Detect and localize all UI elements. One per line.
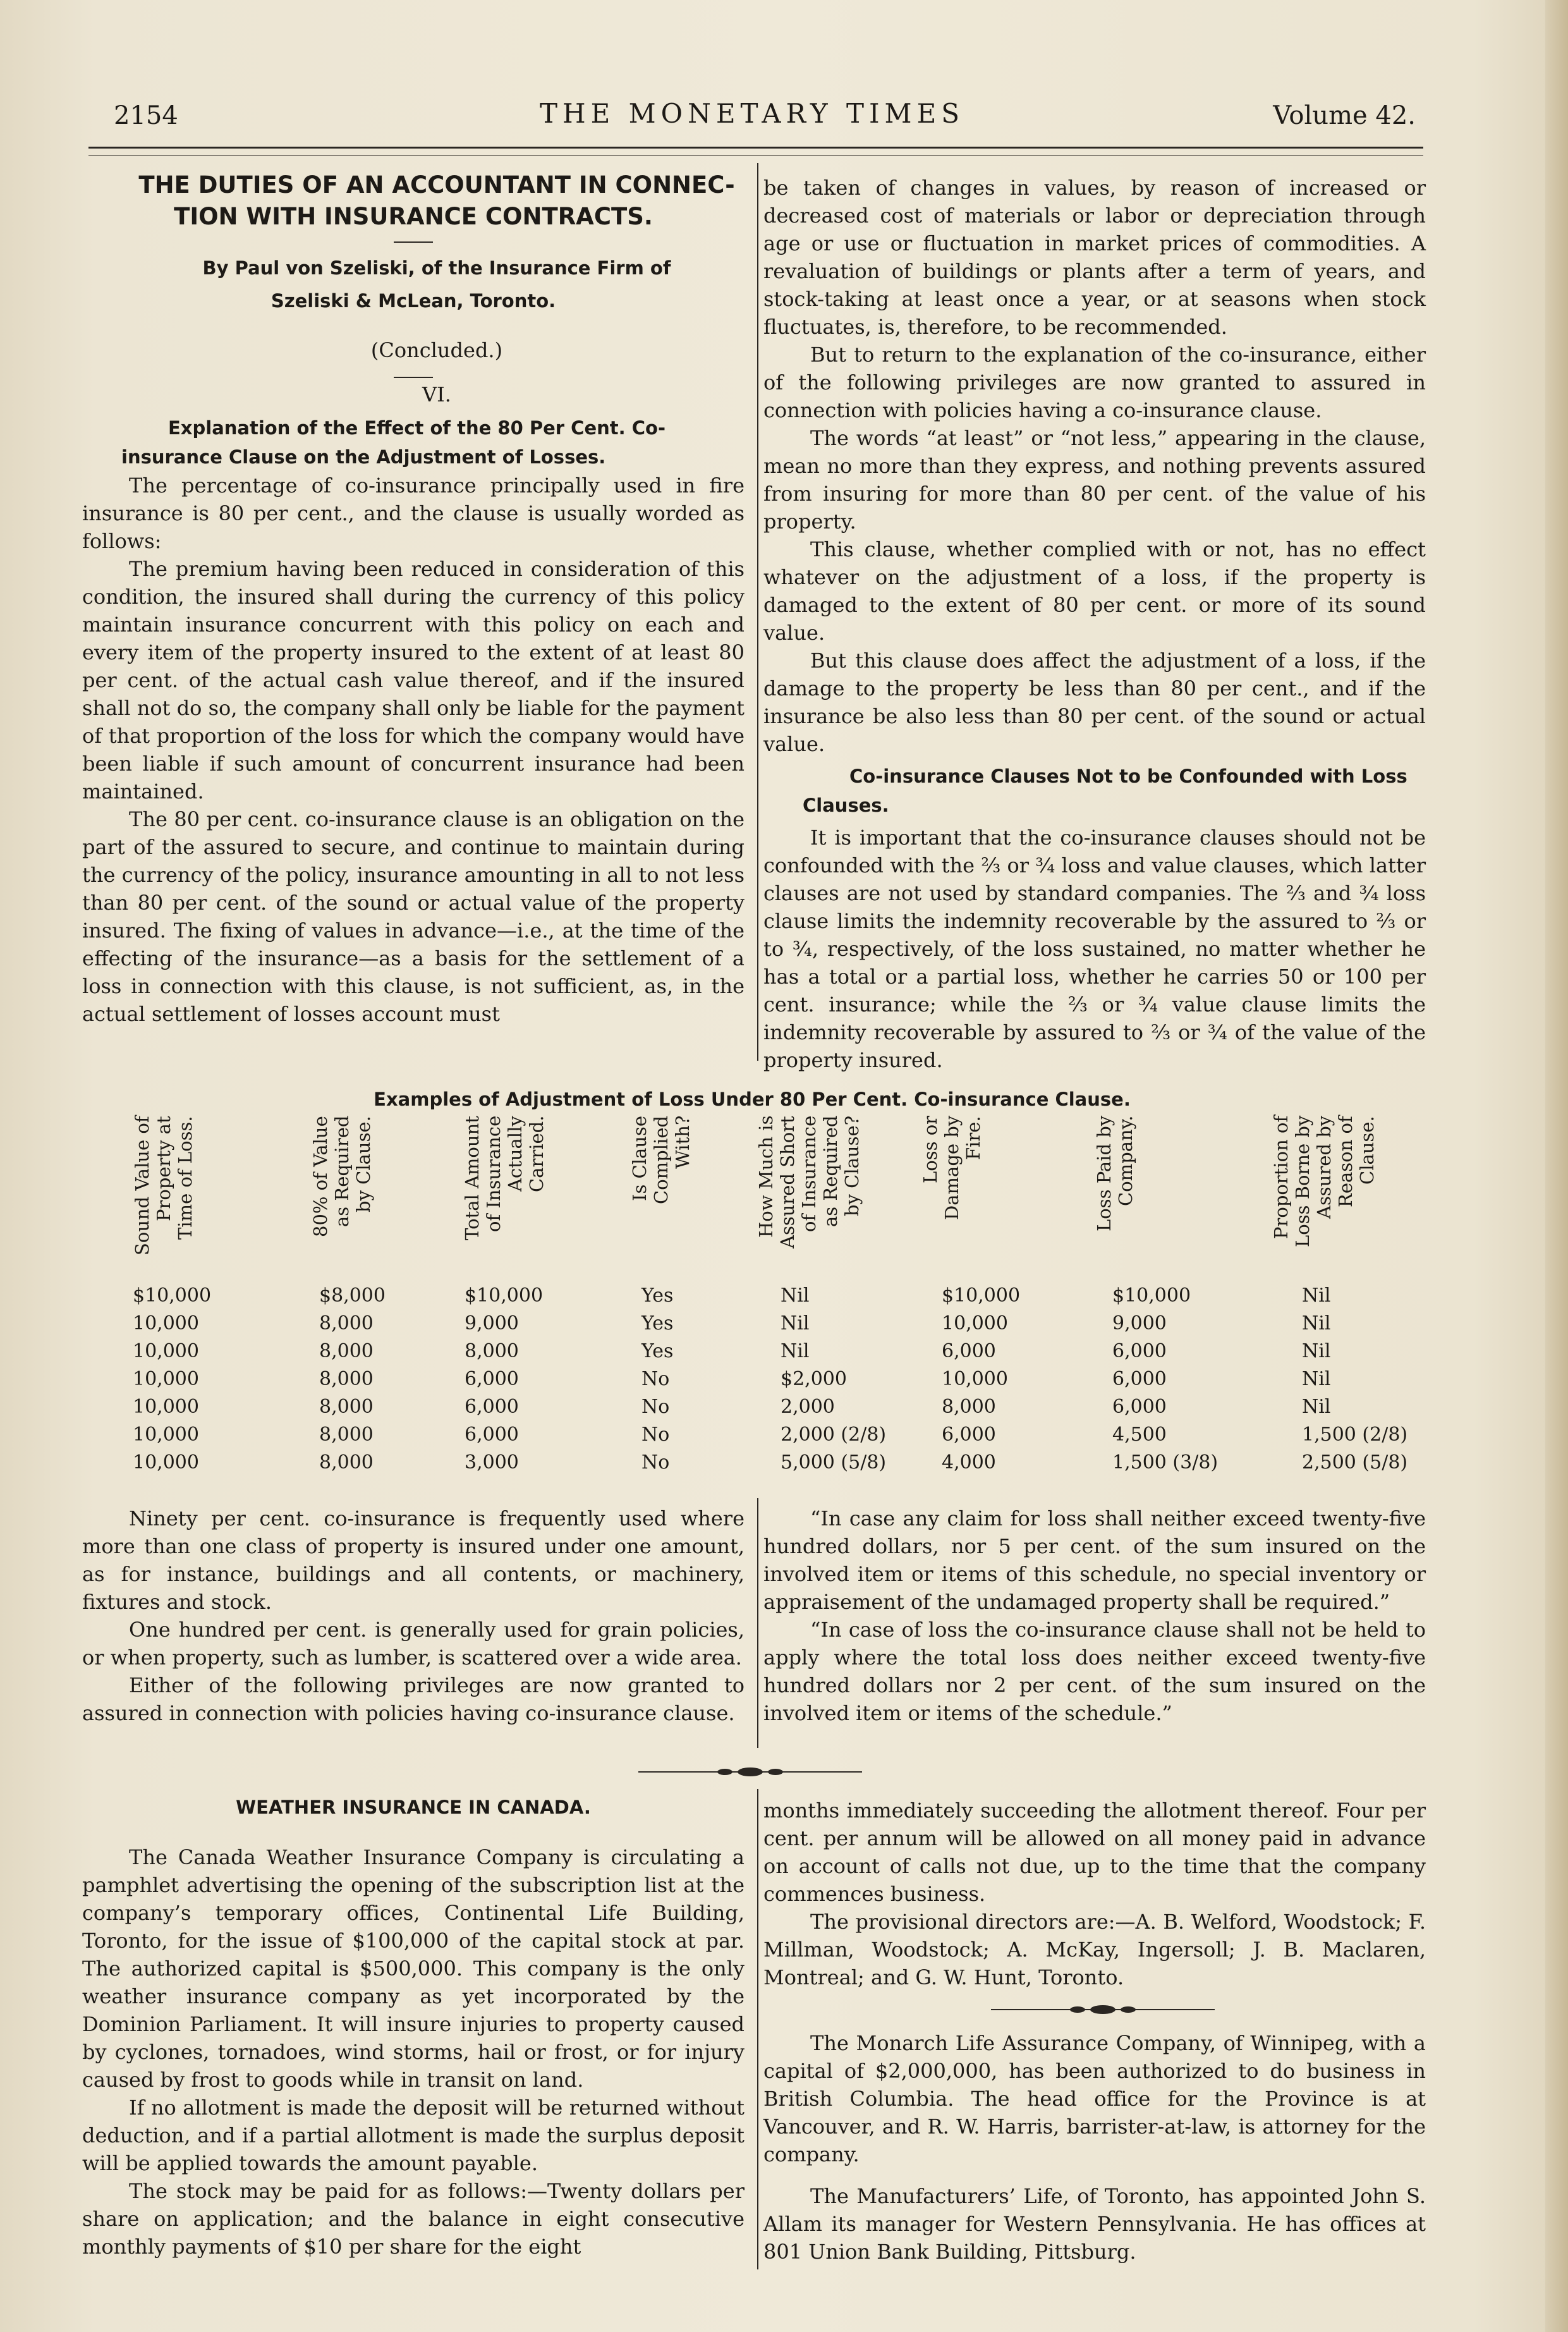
ornament-divider [991,2000,1215,2019]
section-heading: Explanation of the Effect of the 80 Per Cent. Co-insurance Clause on the Adjustment of Losses. [121,417,665,468]
table-header: Is Clause Complied With? [629,1116,693,1204]
paragraph: The 80 per cent. co-insurance clause is an obligation on the part of the assured to secure, and continue to maintain during the currency of the policy, insurance amounting in all to not less than 80 per cent. of the sound or actual value of the property insured. The fixing of values in advance—i.e., at the time of the effecting of the insurance—as a basis for the settlement of a loss in connection with this clause, is not sufficient, as, in the actual settlement of losses account must [82,807,744,1026]
article1-title: THE DUTIES OF AN ACCOUNTANT IN CONNEC- TION WITH INSURANCE CONTRACTS. [138,171,735,230]
table-cell: $10,000 [1112,1285,1191,1307]
paragraph: Either of the following privileges are now granted to assured in connection with policies having co-insurance clause. [82,1673,744,1725]
table-cell: Nil [1302,1368,1331,1390]
table-cell: 6,000 [942,1424,996,1446]
article1-right-column [763,174,1426,1074]
masthead-rule [88,147,1423,156]
table-cell: 10,000 [942,1368,1008,1390]
article1-status: (Concluded.) [370,338,503,362]
table-cell: 3,000 [465,1451,519,1474]
paragraph: It is important that the co-insurance clauses should not be confounded with the ⅔ or ¾ loss and value clauses, which latter clauses are not used by standard companies. The ⅔ and ¾ loss clause limits the indemnity recoverable by the assured to ⅔ or to ¾, respectively, of the loss sustained, no matter whether he has a total or a partial loss, whether he carries 50 or 100 per cent. insurance; while the ⅔ or ¾ value clause limits the indemnity recoverable by assured to ⅔ or ¾ of the value of the property insured. [763,826,1426,1072]
paragraph: The provisional directors are:—A. B. Welford, Woodstock; F. Millman, Woodstock; A. McKay, Ingersoll; J. B. Maclaren, Montreal; and G. W. Hunt, Toronto. [763,1910,1426,1989]
table-cell: No [641,1396,670,1418]
status-rule [394,377,433,378]
table-cell: Nil [781,1312,810,1334]
paragraph: be taken of changes in values, by reason of increased or decreased cost of materials or labor or depreciation through age or use or fluctuation in market prices of commodities. A revaluation of buildings or plants after a term of years, and stock-taking at least once a year, or at seasons when stock fluctuates, is, therefore, to be recommended. [763,176,1426,339]
table-cell: No [641,1451,670,1474]
article1-left-column [82,169,744,1028]
table-cell: 8,000 [319,1368,374,1390]
column-divider [757,163,758,1061]
paragraph: Ninety per cent. co-insurance is frequently used where more than one class of property is insured under one amount, as for instance, buildings and all contents, or machinery, fixtures and stock. [82,1506,744,1614]
table-cell: $10,000 [942,1285,1021,1307]
table-title: Examples of Adjustment of Loss Under 80 Per Cent. Co-insurance Clause. [374,1089,1131,1110]
table-cell: No [641,1424,670,1446]
table-cell: 6,000 [465,1424,519,1446]
table-cell: No [641,1368,670,1390]
table-cell: 2,000 (2/8) [781,1424,887,1446]
page-edge [1545,0,1568,2332]
paragraph: The premium having been reduced in consideration of this condition, the insured shall during the currency of this policy maintain insurance concurrent with this policy on each and every item of the property insured to the extent of at least 80 per cent. of the actual cash value thereof, and if the insured shall not do so, the company shall only be liable for the payment of that proportion of the loss for which the company would have been liable if such amount of concurrent insurance had been maintained. [82,557,744,803]
article1-byline: By Paul von Szeliski, of the Insurance Firm of Szeliski & McLean, Toronto. [202,257,671,312]
table-cell: 10,000 [133,1312,199,1334]
volume-label: Volume 42. [1273,101,1416,130]
table-cell: 10,000 [942,1312,1008,1334]
publication-title: THE MONETARY TIMES [540,98,964,129]
table-cell: $8,000 [319,1285,386,1307]
article1-after-right [763,1505,1426,1727]
table-header: Sound Value of Property at Time of Loss. [131,1116,196,1255]
table-cell: 8,000 [465,1340,519,1362]
table-cell: 1,500 (2/8) [1302,1424,1408,1446]
table-cell: 6,000 [465,1368,519,1390]
table-cell: 2,500 (5/8) [1302,1451,1408,1474]
paragraph: “In case of loss the co-insurance clause shall not be held to apply where the total loss does neither exceed twenty-five hundred dollars nor 2 per cent. of the sum insured on the involved item or items of the schedule.” [763,1618,1426,1725]
table-cell: Nil [1302,1340,1331,1362]
paragraph: months immediately succeeding the allotment thereof. Four per cent. per annum will be allowed on all money paid in advance on account of calls not due, up to the time that the company commences business. [763,1798,1426,1906]
title-rule [394,241,433,243]
table-cell: 8,000 [319,1340,374,1362]
table-cell: 10,000 [133,1340,199,1362]
page-number: 2154 [114,101,178,130]
table-header: Proportion of Loss Borne by Assured by Reason of Clause. [1270,1116,1378,1248]
paragraph: If no allotment is made the deposit will be returned without deduction, and if a partial allotment is made the surplus deposit will be applied towards the amount payable. [82,2096,744,2175]
table-cell: Yes [641,1340,674,1362]
table-cell: $2,000 [781,1368,847,1390]
paragraph: “In case any claim for loss shall neither exceed twenty-five hundred dollars, nor 5 per cent. of the sum insured on the involved item or items of this schedule, no special inventory or appraisement of the undamaged property shall be required.” [763,1506,1426,1614]
table-cell: 6,000 [465,1396,519,1418]
table-cell: 10,000 [133,1451,199,1474]
table-cell: 4,500 [1112,1424,1167,1446]
table-cell: 10,000 [133,1368,199,1390]
table-cell: Yes [641,1312,674,1334]
article1-after-left [82,1505,744,1727]
table-cell: 1,500 (3/8) [1112,1451,1219,1474]
paragraph: The words “at least” or “not less,” appearing in the clause, mean no more than they express, and nothing prevents assured from insuring for more than 80 per cent. of the value of his property. [763,426,1426,534]
paragraph: But to return to the explanation of the co-insurance, either of the following privileges are now granted to assured in connection with policies having a co-insurance clause. [763,343,1426,422]
table-cell: Nil [1302,1312,1331,1334]
table-cell: 8,000 [319,1312,374,1334]
table-header: Total Amount of Insurance Actually Carried. [461,1116,547,1240]
article2-right-column [763,1797,1426,1991]
table-cell: 6,000 [1112,1368,1167,1390]
table-cell: Nil [781,1340,810,1362]
table-cell: $10,000 [133,1285,212,1307]
table-cell: 8,000 [319,1396,374,1418]
news-item: The Manufacturers’ Life, of Toronto, has appointed John S. Allam its manager for Western Pennsylvania. He has offices at 801 Union Bank Building, Pittsburg. [763,2184,1426,2264]
table-cell: 4,000 [942,1451,996,1474]
paragraph: One hundred per cent. is generally used for grain policies, or when property, such as lumber, is scattered over a wide area. [82,1618,744,1670]
article2-left-column [82,1793,744,2261]
table-cell: Nil [1302,1396,1331,1418]
table-cell: Nil [781,1285,810,1307]
table-header: How Much is Assured Short of Insurance as Required by Clause? [755,1116,863,1248]
article2-title: WEATHER INSURANCE IN CANADA. [236,1797,591,1818]
table-cell: 8,000 [942,1396,996,1418]
table-cell: Nil [1302,1285,1331,1307]
table-cell: 9,000 [465,1312,519,1334]
table-cell: 8,000 [319,1424,374,1446]
table-cell: Yes [641,1285,674,1307]
section-number: VI. [422,382,451,406]
paragraph: The Canada Weather Insurance Company is circulating a pamphlet advertising the opening of the subscription list at the company’s temporary offices, Continental Life Building, Toronto, for the issue of $100,000 of the capital stock at par. The authorized capital is $500,000. This company is the only weather insurance company as yet incorporated by the Dominion Parliament. It will insure injuries to property caused by cyclones, tornadoes, wind storms, hail or frost, or for injury caused by frost to goods while in transit on land. [82,1845,744,2092]
table-cell: 9,000 [1112,1312,1167,1334]
news-item: The Monarch Life Assurance Company, of Winnipeg, with a capital of $2,000,000, has been authorized to do business in British Columbia. The head office for the Province is at Vancouver, and R. W. Harris, barrister-at-law, is attorney for the company. [763,2031,1426,2166]
table-cell: 10,000 [133,1396,199,1418]
column-divider [757,1498,758,1748]
section2-heading: Co-insurance Clauses Not to be Confounded with Loss Clauses. [803,766,1407,816]
table-cell: 2,000 [781,1396,835,1418]
ornament-divider [638,1762,862,1781]
table-cell: 10,000 [133,1424,199,1446]
paragraph: But this clause does affect the adjustment of a loss, if the damage to the property be less than 80 per cent., and if the insurance be also less than 80 per cent. of the sound or actual value. [763,649,1426,756]
table-cell: 6,000 [1112,1396,1167,1418]
paragraph: The stock may be paid for as follows:—Twenty dollars per share on application; and the balance in eight consecutive monthly payments of $10 per share for the eight [82,2179,744,2259]
masthead [88,95,1416,133]
column-divider [757,1789,758,2269]
table-cell: 8,000 [319,1451,374,1474]
table-cell: 6,000 [1112,1340,1167,1362]
table-cell: $10,000 [465,1285,544,1307]
table-header: Loss or Damage by Fire. [920,1116,984,1221]
table-cell: 5,000 (5/8) [781,1451,887,1474]
paragraph: This clause, whether complied with or not, has no effect whatever on the adjustment of a loss, if the property is damaged to the extent of 80 per cent. or more of its sound value. [763,537,1426,645]
table-header: 80% of Value as Required by Clause. [310,1116,374,1237]
news-items [763,2029,1426,2266]
paragraph: The percentage of co-insurance principally used in fire insurance is 80 per cent., and the clause is usually worded as follows: [82,473,744,553]
table-header: Loss Paid by Company. [1093,1116,1136,1232]
table-cell: 6,000 [942,1340,996,1362]
